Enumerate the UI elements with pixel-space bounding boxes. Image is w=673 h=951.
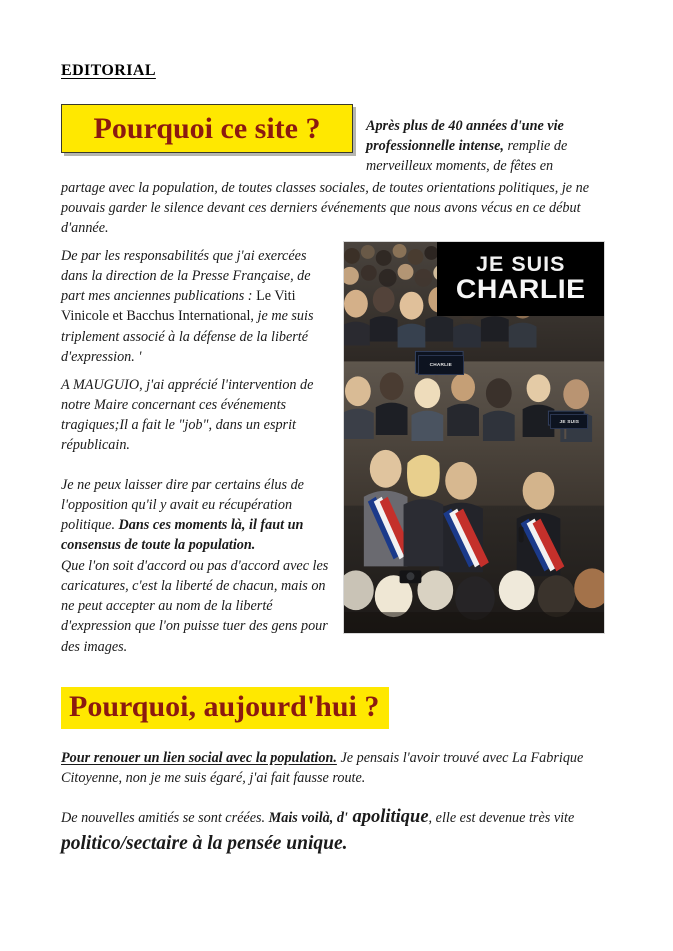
heading-box-pourquoi-ce-site	[61, 104, 353, 153]
protest-sign-je-suis-text: JE SUIS	[559, 418, 579, 425]
section-label: EDITORIAL	[61, 62, 156, 79]
paragraph-amities	[61, 804, 611, 858]
paragraph-7-bold-1: Mais voilà, d'	[265, 810, 348, 826]
intro-rest-text: remplie de merveilleux moments, de fêtes en	[366, 138, 568, 175]
paragraph-2-publications: Le Viti Vinicole et Bacchus International,	[61, 288, 296, 325]
paragraph-caricatures: Que l'on soit d'accord ou pas d'accord avec les caricatures, c'est la liberté de chacun, mais on ne peut accepter au nom de la liberté d'expression que l'on puisse tuer des gens pour des images.	[61, 558, 329, 655]
protest-sign-je-suis	[550, 414, 588, 429]
protest-sign-charlie-text: CHARLIE	[429, 362, 453, 368]
paragraph-4-part-1: Je ne peux laisser dire par certains élus de l'opposition qu'il y avait eu récupération politique.	[61, 477, 304, 534]
crowd-photograph	[343, 241, 605, 634]
paragraph-responsabilites	[61, 246, 331, 367]
paragraph-mauguio: A MAUGUIO, j'ai apprécié l'intervention de notre Maire concernant ces événements tragiques;Il a fait le "job", dans un esprit républicain.	[61, 377, 314, 454]
paragraph-2-part-1: De par les responsabilités que j'ai exercées dans la direction de la Presse Française, de part mes anciennes publications :	[61, 248, 311, 305]
intro-bold-text: Après plus de 40 années d'une vie professionnelle intense,	[366, 118, 564, 155]
paragraph-7-emph-politico-sectaire: politico/sectaire à la pensée unique.	[61, 833, 348, 855]
page-subtitle: Pourquoi, aujourd'hui ?	[69, 690, 380, 723]
paragraph-6-rest: Je pensais l'avoir trouvé avec La Fabrique Citoyenne, non je me suis égaré, j'ai fait fausse route.	[61, 750, 584, 787]
paragraph-7-part-1: De nouvelles amitiés se sont créées.	[61, 810, 266, 826]
heading-box-pourquoi-aujourdhui	[61, 687, 389, 729]
paragraph-lien-social	[61, 748, 611, 788]
je-suis-charlie-banner	[437, 242, 604, 316]
paragraph-6-underlined-lead: Pour renouer un lien social avec la population.	[61, 750, 337, 766]
page-title: Pourquoi ce site ?	[93, 111, 321, 145]
paragraph-recuperation-politique	[61, 475, 331, 556]
intro-paragraph	[366, 116, 604, 176]
paragraph-4-bold: Dans ces moments là, il faut un consensus de toute la population.	[61, 517, 304, 554]
protest-sign-charlie	[418, 355, 464, 375]
paragraph-7-emph-apolitique: apolitique	[347, 807, 429, 827]
banner-line-1: JE SUIS	[475, 253, 566, 277]
intro-continuation-paragraph: partage avec la population, de toutes classes sociales, de toutes orientations politiques, je ne pouvais garder le silence devant ces derniers événements que nous avons vécus en ce début d'année.	[61, 180, 590, 237]
paragraph-2-part-2: je me suis triplement associé à la défense de la liberté d'expression. '	[61, 308, 314, 365]
paragraph-7-part-2: , elle est devenue très vite	[428, 810, 575, 826]
banner-line-2: CHARLIE	[455, 274, 586, 305]
